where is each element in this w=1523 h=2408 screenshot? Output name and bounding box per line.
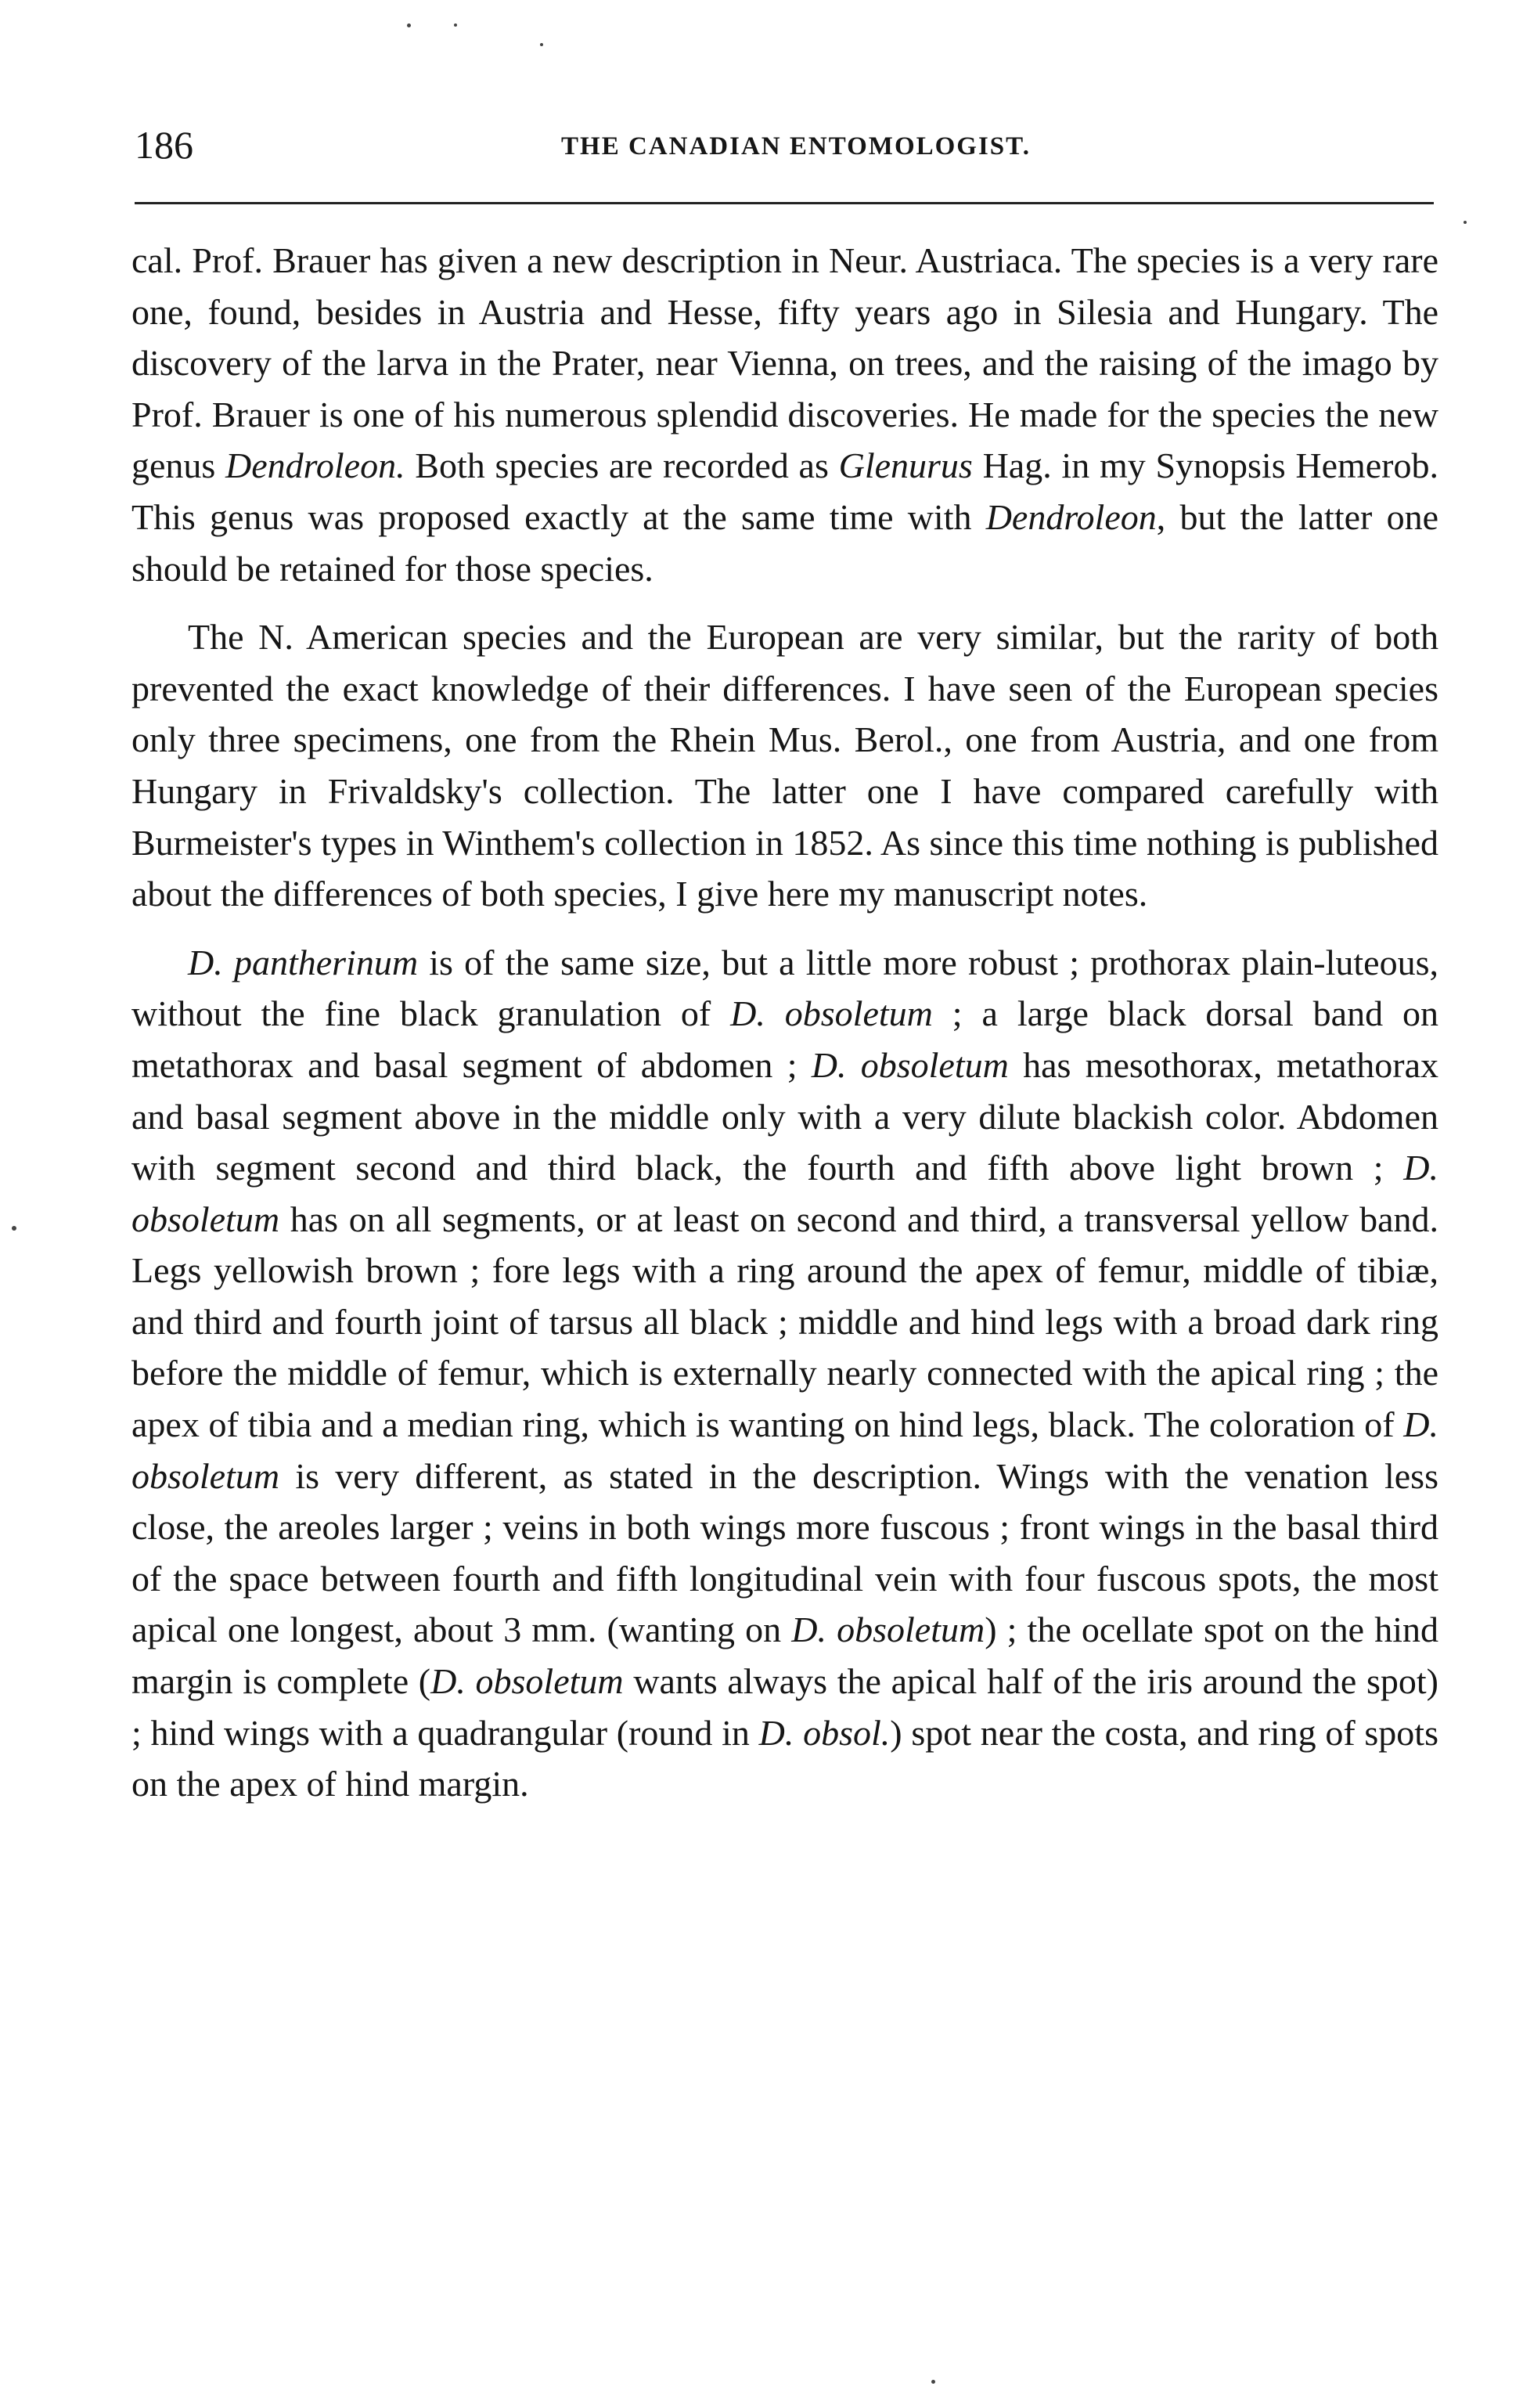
italic-taxon-text: D. pantherinum xyxy=(188,942,419,982)
italic-taxon-text: Dendroleon xyxy=(985,496,1157,537)
scan-speck xyxy=(931,2380,935,2384)
italic-taxon-text: D. obsoletum xyxy=(131,1404,1438,1496)
italic-taxon-text: D. obsoletum xyxy=(791,1610,985,1650)
page-number: 186 xyxy=(135,123,193,167)
paragraph-text: Both species are recorded as xyxy=(405,445,839,486)
italic-taxon-text: D. obsoletum xyxy=(811,1044,1009,1085)
paragraph-text: The N. American species and the European are very similar, but the rarity of both prevented the exact knowledge of their differences. I have seen of the European species only three specimens, one from the Rhein Mus. Berol., one from Austria, and one from Hungary in Frivaldsky's collection. The latter one I have compared carefully with Burmeister's types in Winthem's collection in 1852. As since this time nothing is published about the differences of both species, I give here my manuscript notes. xyxy=(131,617,1438,914)
paragraph-text: has mesothorax, metathorax and basal segment above in the middle only with a very dilute blackish color. Abdomen with segment second and third black, the fourth and fifth above light brown ; xyxy=(131,1044,1438,1188)
scan-speck xyxy=(454,23,457,27)
scan-speck xyxy=(407,23,411,27)
body-paragraph xyxy=(131,611,1438,920)
paragraph-text: cal. Prof. Brauer has given a new description in Neur. Austriaca. The species is a very rare one, found, besides in Austria and Hesse, fifty years ago in Silesia and Hungary. The discovery of the larva in the Prater, near Vienna, on trees, and the raising of the imago by Prof. Brauer is one of his numerous splendid discoveries. He made for the species the new genus xyxy=(131,240,1438,486)
paragraph-text: wants always the apical half of the iris around the spot) ; hind wings with a quadrangular (round in xyxy=(131,1661,1438,1753)
body-paragraph xyxy=(131,235,1438,594)
italic-taxon-text: Glenurus xyxy=(838,445,973,486)
paragraph-text: ) spot near the costa, and ring of spots on the apex of hind margin. xyxy=(131,1712,1438,1804)
body-text xyxy=(131,235,1438,1827)
paragraph-text: has on all segments, or at least on second and third, a transversal yellow band. Legs yellowish brown ; fore legs with a ring around the apex of femur, middle of tibiæ, and third and fourth joint of tarsus all black ; middle and hind legs with a broad dark ring before the middle of femur, which is externally nearly connected with the apical ring ; the apex of tibia and a median ring, which is wanting on hind legs, black. The coloration of xyxy=(131,1199,1438,1445)
paragraph-text: Hag. in my Synopsis Hemerob. This genus was proposed exactly at the same time with xyxy=(131,445,1438,537)
italic-taxon-text: D. obsoletum xyxy=(730,993,933,1034)
scan-speck xyxy=(12,1226,16,1231)
page-header xyxy=(135,117,1457,172)
body-paragraph xyxy=(131,937,1438,1810)
scan-speck xyxy=(1464,221,1467,224)
paragraph-text: ; a large black dorsal band on metathorax and basal segment of abdomen ; xyxy=(131,993,1438,1085)
italic-taxon-text: D. obsoletum xyxy=(131,1148,1438,1239)
paragraph-text: is of the same size, but a little more robust ; prothorax plain-luteous, without the fine black granulation of xyxy=(131,942,1438,1034)
italic-taxon-text: Dendroleon. xyxy=(225,445,405,486)
paragraph-text: , but the latter one should be retained for those species. xyxy=(131,496,1438,589)
header-rule xyxy=(135,202,1434,204)
paragraph-text: ) ; the ocellate spot on the hind margin is complete ( xyxy=(131,1610,1438,1702)
scan-speck xyxy=(540,43,543,46)
italic-taxon-text: D. obsol. xyxy=(758,1712,891,1753)
paragraph-text: is very different, as stated in the description. Wings with the venation less close, the areoles larger ; veins in both wings more fuscous ; front wings in the basal third of the space between fourth and fifth longitudinal vein with four fuscous spots, the most apical one longest, about 3 mm. (wanting on xyxy=(131,1455,1438,1650)
italic-taxon-text: D. obsoletum xyxy=(430,1661,624,1702)
running-title: THE CANADIAN ENTOMOLOGIST. xyxy=(561,132,1031,160)
